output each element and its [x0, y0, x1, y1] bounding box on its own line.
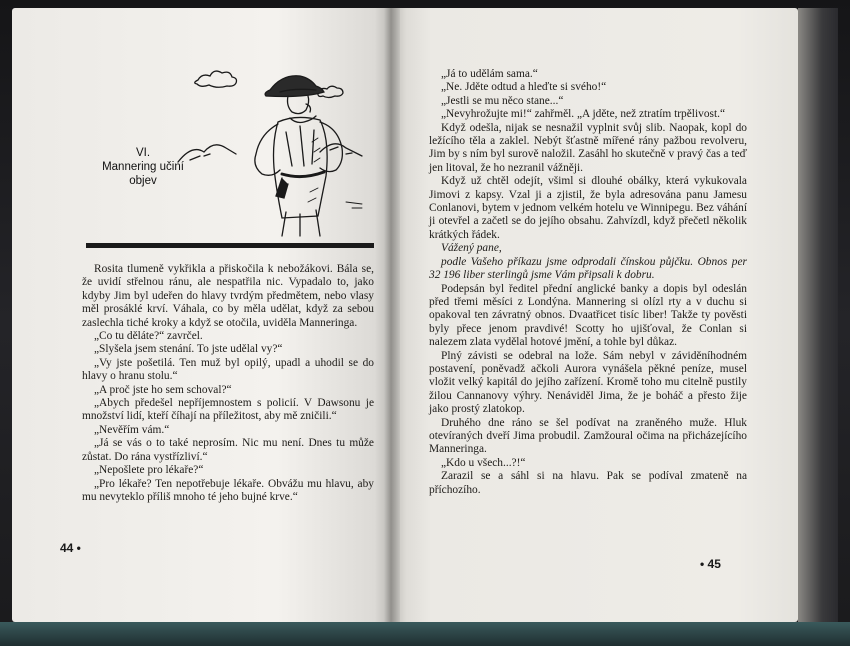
paragraph: podle Vašeho příkazu jsme odprodali čínskou půjčku. Obnos per 32 196 liber sterlingů jsme Vám připsali k dobru. — [429, 255, 747, 282]
belt — [282, 172, 324, 177]
right-page-text — [429, 68, 747, 497]
page-number-left: 44 • — [60, 541, 81, 555]
pistol — [276, 178, 288, 198]
paragraph: „Já to udělám sama.“ — [441, 68, 538, 80]
paragraph: „Kdo u všech...?!“ — [441, 456, 526, 469]
book-gutter — [384, 8, 400, 622]
paragraph: „Nevyhrožujte mi!“ zahřměl. „A jděte, než ztratím trpělivost.“ — [441, 108, 726, 121]
left-page-text — [82, 263, 374, 504]
paragraph: Podepsán byl ředitel přední anglické banky a dopis byl odeslán před třemi měsíci z Londýna. Mannering si olízl rty a v duchu si opakoval ten závratný obnos. Dvaatřicet tisíc liber! Takže ty pověsti byly přece jenom pravdivé! Scotty ho ujišťoval, že Conlan si nalezem zlata vydělal hotové jmění, a tohle byl důkaz. — [429, 282, 747, 349]
paragraph: Vážený pane, — [441, 242, 502, 255]
paragraph: Když už chtěl odejít, všiml si dlouhé obálky, která vykukovala Jimovi z kapsy. Vzal ji a zjistil, že byla adresována panu Jamesu Conlanovi, bytem v jednom velkém hotelu ve Winnipegu. Bez váhání ji otevřel a začetl se do jejího obsahu. Zahvízdl, když přečetl několik krátkých řádek. — [429, 175, 747, 241]
head — [288, 96, 309, 114]
chapter-number: VI. — [135, 147, 151, 159]
paragraph: „Pro lékaře? Ten nepotřebuje lékaře. Obvážu mu hlavu, aby mu nevyteklo příliš mnoho té jeho bujné krve.“ — [82, 477, 374, 503]
book-cover-edge — [0, 622, 850, 646]
cloud-left — [195, 71, 237, 87]
paragraph: Zarazil se a sáhl si na hlavu. Pak se podíval zmateně na příchozího. — [429, 470, 747, 496]
paragraph: „Jestli se mu něco stane...“ — [441, 94, 564, 107]
paragraph: „Nevěřím vám.“ — [94, 423, 170, 436]
page-stack-shadow — [798, 8, 838, 622]
chapter-illustration — [170, 52, 370, 242]
paragraph: „Co tu děláte?“ zavrčel. — [94, 330, 203, 343]
paragraph: „Já se vás o to také neprosím. Nic mu není. Dnes tu může zůstat. Do rána vystřízliví.“ — [82, 437, 374, 463]
chapter-title-line2: objev — [129, 175, 157, 187]
chapter-divider-rule — [86, 243, 374, 248]
hat — [265, 76, 324, 97]
paragraph: „Vy jste pošetilá. Ten muž byl opilý, upadl a uhodil se do hlavy o hranu stolu.“ — [82, 356, 374, 383]
paragraph: Druhého dne ráno se šel podívat na zraněného muže. Hluk otevíraných dveří Jima probudil. Zamžoural očima na přicházejícího Manneringa. — [429, 416, 747, 456]
hills — [178, 144, 362, 162]
paragraph: Když odešla, nijak se nesnažil vyplnit svůj slib. Naopak, kopl do ležícího těla a zaklel. Nebýt šťastně mířené rány pažbou revolveru, Jim by s ním byl surově naložil. Zasáhl ho skutečně v pravý čas a teď jen litoval, že ho nezranil vážněji. — [429, 121, 747, 174]
paragraph: „Slyšela jsem stenání. To jste udělal vy?“ — [94, 343, 283, 356]
chapter-title-line1: Mannering učiní — [102, 161, 184, 173]
paragraph: Plný závisti se odebral na lože. Sám nebyl v záviděníhodném postavení, poněvadž ačkoli Aurora vynášela pěkné peníze, musel vložit velký kapitál do jejího zařízení. Kromě toho mu citelně pustily žilou Cannanovy výhry. Nenáviděl Jima, že je boháč a přesto žije jako prostý zlatokop. — [429, 349, 747, 416]
paragraph: „A proč jste ho sem schoval?“ — [94, 383, 232, 396]
paragraph: Rosita tlumeně vykřikla a přiskočila k nebožákovi. Bála se, že uvidí střelnou ránu, ale nespatřila nic. Vypadalo to, jako kdyby Jim byl udeřen do hlavy tvrdým předmětem, nebo vlasy měl prosáklé krví. Váhala, co by měla udělat, když za sebou zaslechla tiché kroky a když se otočila, uviděla Manneringa. — [82, 263, 374, 329]
page-number-right: • 45 — [700, 557, 721, 571]
paragraph: „Abych předešel nepříjemnostem s policií. V Dawsonu je množství lidí, kteří číhají na příležitost, aby mě zničili.“ — [82, 397, 374, 423]
chapter-heading — [88, 146, 198, 188]
paragraph: „Nepošlete pro lékaře?“ — [94, 464, 204, 477]
legs — [282, 210, 320, 236]
paragraph: „Ne. Jděte odtud a hleďte si svého!“ — [441, 81, 607, 94]
